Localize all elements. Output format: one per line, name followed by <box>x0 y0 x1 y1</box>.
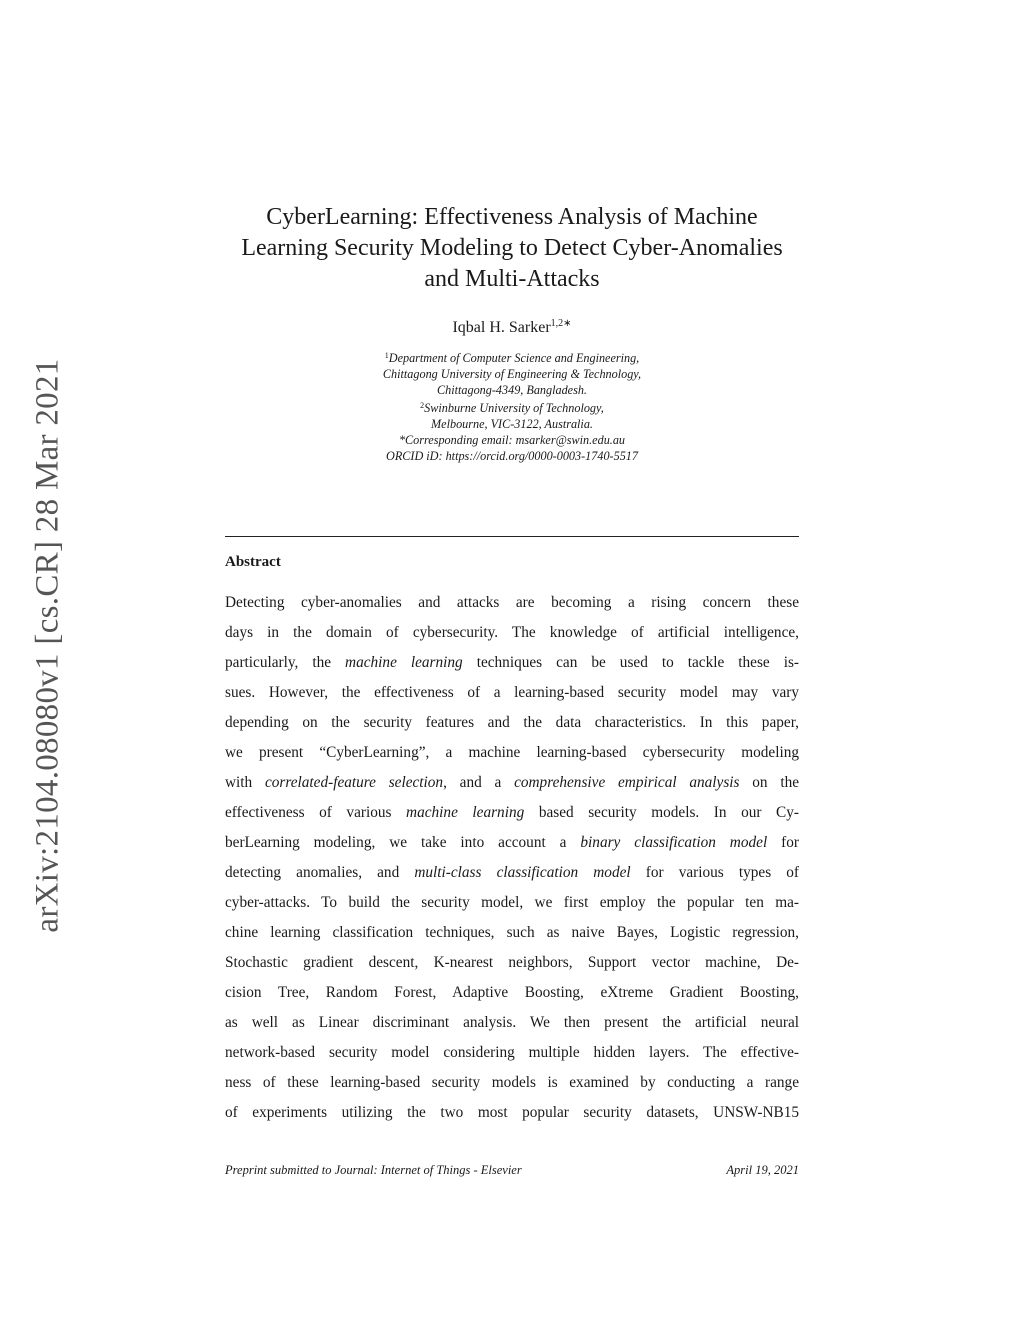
affiliation-univ: Chittagong University of Engineering & Technology, <box>382 366 642 381</box>
abstract-line <box>225 652 799 682</box>
abstract-line <box>225 712 799 742</box>
abstract-text: cision Tree, Random Forest, Adaptive Boosting, eXtreme Gradient Boosting, <box>225 984 799 1001</box>
abstract-text: detecting anomalies, and <box>225 864 415 881</box>
orcid-id: ORCID iD: https://orcid.org/0000-0003-1740-5517 <box>386 448 638 463</box>
preprint-note: Preprint submitted to Journal: Internet of Things - Elsevier <box>225 1163 522 1177</box>
affiliation-univ-2: $^2$Swinburne University of Technology, <box>420 401 604 416</box>
abstract-text: of experiments utilizing the two most popular security datasets, UNSW-NB15 <box>225 1104 799 1121</box>
author-affiliation-marks: 1,2∗ <box>550 318 572 329</box>
arxiv-identifier-text: arXiv:2104.08080v1 [cs.CR] 28 Mar 2021 <box>29 357 66 933</box>
abstract-emphasis: multi-class classification model <box>414 864 631 881</box>
abstract-text: for <box>767 834 799 851</box>
abstract-text: cyber-attacks. To build the security model, we first employ the popular ten ma- <box>225 894 799 911</box>
title-line-2: Learning Security Modeling to Detect Cyber-Anomalies <box>241 235 783 261</box>
affiliation-dept: $^1$Department of Computer Science and Engineering, <box>384 351 640 365</box>
abstract-line <box>225 1072 799 1102</box>
abstract-line <box>225 952 799 982</box>
abstract-body <box>225 592 799 1132</box>
abstract-line <box>225 982 799 1012</box>
author-name: Iqbal H. Sarker <box>452 319 551 336</box>
title-line-3: and Multi-Attacks <box>424 266 600 292</box>
abstract-text: as well as Linear discriminant analysis. We then present the artificial neural <box>225 1014 799 1031</box>
abstract-line <box>225 862 799 892</box>
abstract-text: ness of these learning-based security models is examined by conducting a range <box>225 1074 799 1091</box>
abstract-text: , and a <box>443 774 515 791</box>
author-line <box>0 318 1024 337</box>
abstract-text: we present “CyberLearning”, a machine learning-based cybersecurity modeling <box>225 744 799 761</box>
abstract-text: network-based security model considering multiple hidden layers. The effective- <box>225 1044 799 1061</box>
abstract-line <box>225 772 799 802</box>
abstract-text: depending on the security features and the data characteristics. In this paper, <box>225 714 799 731</box>
horizontal-rule <box>225 536 799 537</box>
corresponding-email: *Corresponding email: msarker@swin.edu.au <box>398 432 626 447</box>
affiliation-city-1: Chittagong-4349, Bangladesh. <box>437 382 587 397</box>
abstract-emphasis: comprehensive empirical analysis <box>514 774 740 791</box>
abstract-emphasis: correlated-feature selection <box>264 774 444 791</box>
abstract-text: on the <box>739 774 799 791</box>
abstract-line <box>225 1102 799 1132</box>
abstract-emphasis: binary classification model <box>580 834 768 851</box>
title-line-1: CyberLearning: Effectiveness Analysis of Machine <box>266 204 758 230</box>
abstract-text: effectiveness of various <box>225 804 407 821</box>
paper-title <box>180 202 844 295</box>
abstract-line <box>225 802 799 832</box>
abstract-line <box>225 922 799 952</box>
abstract-emphasis: machine learning <box>345 654 463 671</box>
abstract-text: for various types of <box>630 864 799 881</box>
abstract-line <box>225 1012 799 1042</box>
abstract-text: Detecting cyber-anomalies and attacks are becoming a rising concern these <box>225 594 799 611</box>
abstract-text: with <box>225 774 265 791</box>
abstract-text: sues. However, the effectiveness of a learning-based security model may vary <box>225 684 799 701</box>
abstract-text: techniques can be used to tackle these is- <box>462 654 799 671</box>
abstract-line <box>225 742 799 772</box>
abstract-emphasis: machine learning <box>406 804 525 821</box>
abstract-line <box>225 1042 799 1072</box>
abstract-heading: Abstract <box>225 554 281 570</box>
abstract-text: Stochastic gradient descent, K-nearest neighbors, Support vector machine, De- <box>225 954 799 971</box>
abstract-text: chine learning classification techniques, such as naive Bayes, Logistic regression, <box>225 924 799 941</box>
affiliation-mark-2: 2 <box>420 401 425 411</box>
preprint-date: April 19, 2021 <box>726 1163 799 1177</box>
abstract-line <box>225 682 799 712</box>
abstract-text: particularly, the <box>225 654 346 671</box>
abstract-line <box>225 892 799 922</box>
abstract-line <box>225 622 799 652</box>
affiliation-city-2: Melbourne, VIC-3122, Australia. <box>431 417 593 432</box>
affiliation-mark-1: 1 <box>384 351 389 360</box>
abstract-text: berLearning modeling, we take into account a <box>225 834 581 851</box>
abstract-line <box>225 832 799 862</box>
affiliations-block <box>0 348 1024 465</box>
abstract-text: days in the domain of cybersecurity. The knowledge of artificial intelligence, <box>225 624 799 641</box>
abstract-line <box>225 592 799 622</box>
abstract-text: based security models. In our Cy- <box>524 804 799 821</box>
